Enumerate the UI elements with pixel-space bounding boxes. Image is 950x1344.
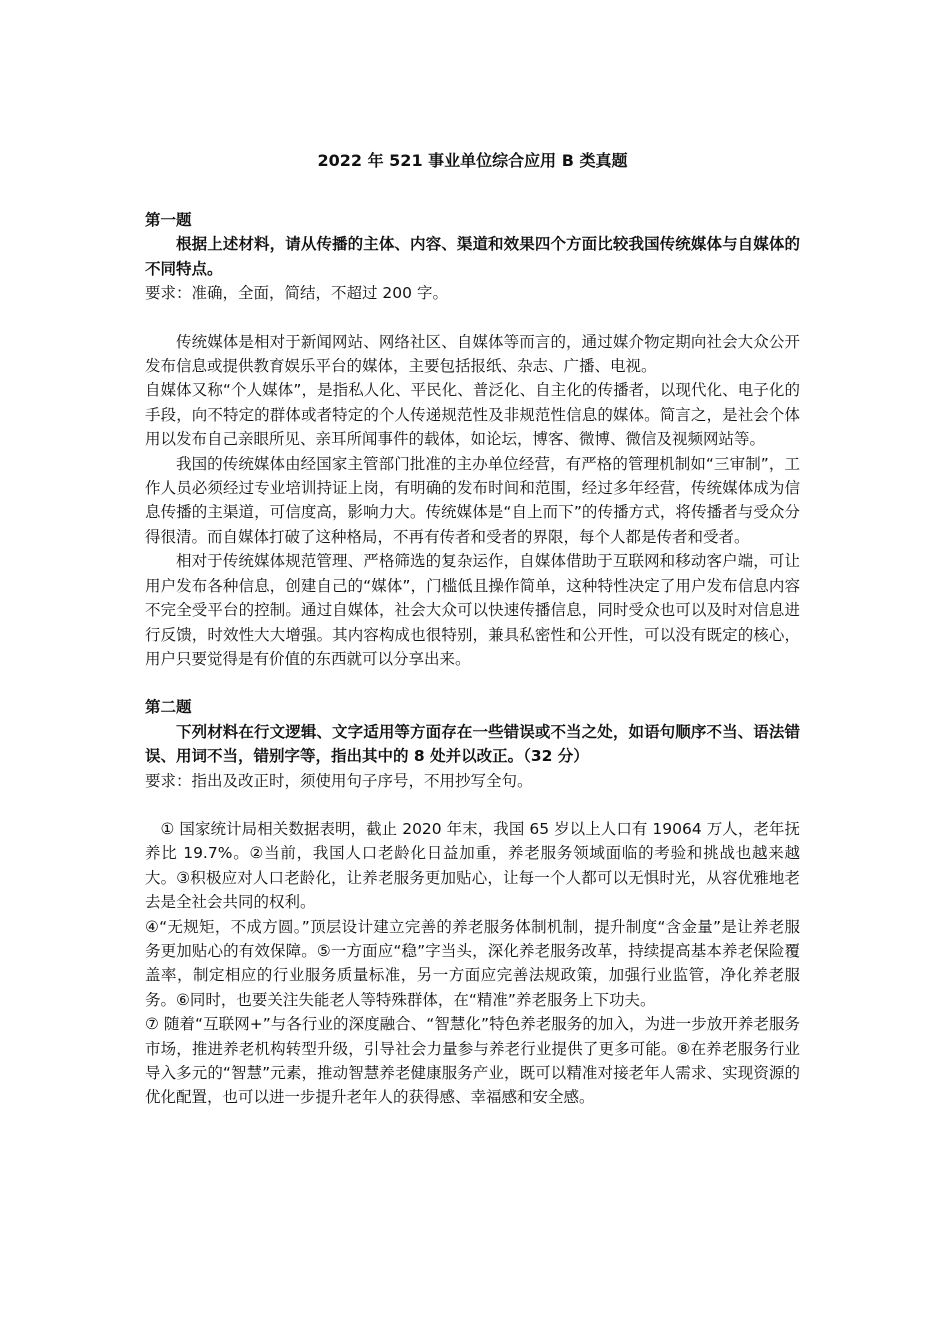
- question-2-prompt: 下列材料在行文逻辑、文字适用等方面存在一些错误或不当之处，如语句顺序不当、语法错误、用词不当，错别字等，指出其中的 8 处并以改正。（32 分）: [145, 722, 800, 766]
- question-1-requirement: 要求：准确，全面，简结，不超过 200 字。: [145, 284, 448, 303]
- q1-paragraph-2: 自媒体又称“个人媒体”，是指私人化、平民化、普泛化、自主化的传播者，以现代化、电子化的手段，向不特定的群体或者特定的个人传递规范性及非规范性信息的媒体。简言之，是社会个体用以发布自己亲眼所见、亲耳所闻事件的载体，如论坛，博客、微博、微信及视频网站等。: [145, 381, 800, 449]
- q2-paragraph-3: ⑦ 随着“互联网+”与各行业的深度融合、“智慧化”特色养老服务的加入，为进一步放开养老服务市场，推进养老机构转型升级，引导社会力量参与养老行业提供了更多可能。⑧在养老服务行业导入多元的“智慧”元素，推动智慧养老健康服务产业，既可以精准对接老年人需求、实现资源的优化配置，也可以进一步提升老年人的获得感、幸福感和安全感。: [145, 1015, 800, 1107]
- question-2-section: [145, 695, 800, 1110]
- question-2-heading: 第二题: [145, 698, 192, 717]
- q1-paragraph-3: 我国的传统媒体由经国家主管部门批准的主办单位经营，有严格的管理机制如“三审制”，工作人员必须经过专业培训持证上岗，有明确的发布时间和范围，经过多年经营，传统媒体成为信息传播的主渠道，可信度高，影响力大。传统媒体是“自上而下”的传播方式，将传播者与受众分得很清。而自媒体打破了这种格局，不再有传者和受者的界限，每个人都是传者和受者。: [145, 454, 800, 546]
- spacer: [145, 793, 800, 817]
- q2-paragraph-2: ④“无规矩，不成方圆。”顶层设计建立完善的养老服务体制机制，提升制度“含金量”是让养老服务更加贴心的有效保障。⑤一方面应“稳”字当头，深化养老服务改革，持续提高基本养老保险覆盖率，制定相应的行业服务质量标准，另一方面应完善法规政策，加强行业监管，净化养老服务。⑥同时，也要关注失能老人等特殊群体，在“精准”养老服务上下功夫。: [145, 917, 800, 1009]
- spacer: [145, 671, 800, 695]
- question-1-section: [145, 208, 800, 671]
- spacer: [145, 306, 800, 330]
- q1-paragraph-4: 相对于传统媒体规范管理、严格筛选的复杂运作，自媒体借助于互联网和移动客户端，可让用户发布各种信息，创建自己的“媒体”，门槛低且操作简单，这种特性决定了用户发布信息内容不完全受平台的控制。通过自媒体，社会大众可以快速传播信息，同时受众也可以及时对信息进行反馈，时效性大大增强。其内容构成也很特别，兼具私密性和公开性，可以没有既定的核心，用户只要觉得是有价值的东西就可以分享出来。: [145, 552, 800, 668]
- q2-paragraph-1: ① 国家统计局相关数据表明，截止 2020 年末，我国 65 岁以上人口有 19064 万人，老年抚养比 19.7%。②当前，我国人口老龄化日益加重，养老服务领域面临的考验和挑战也越来越大。③积极应对人口老龄化，让养老服务更加贴心，让每一个人都可以无惧时光，从容优雅地老去是全社会共同的权利。: [145, 819, 800, 912]
- question-2-requirement: 要求：指出及改正时，须使用句子序号，不用抄写全句。: [145, 771, 533, 790]
- question-1-heading: 第一题: [145, 211, 192, 229]
- q1-paragraph-1: 传统媒体是相对于新闻网站、网络社区、自媒体等而言的，通过媒介物定期向社会大众公开发布信息或提供教育娱乐平台的媒体，主要包括报纸、杂志、广播、电视。: [145, 332, 800, 376]
- document-title: 2022 年 521 事业单位综合应用 B 类真题: [317, 151, 628, 170]
- question-1-prompt: 根据上述材料，请从传播的主体、内容、渠道和效果四个方面比较我国传统媒体与自媒体的不同特点。: [145, 235, 800, 278]
